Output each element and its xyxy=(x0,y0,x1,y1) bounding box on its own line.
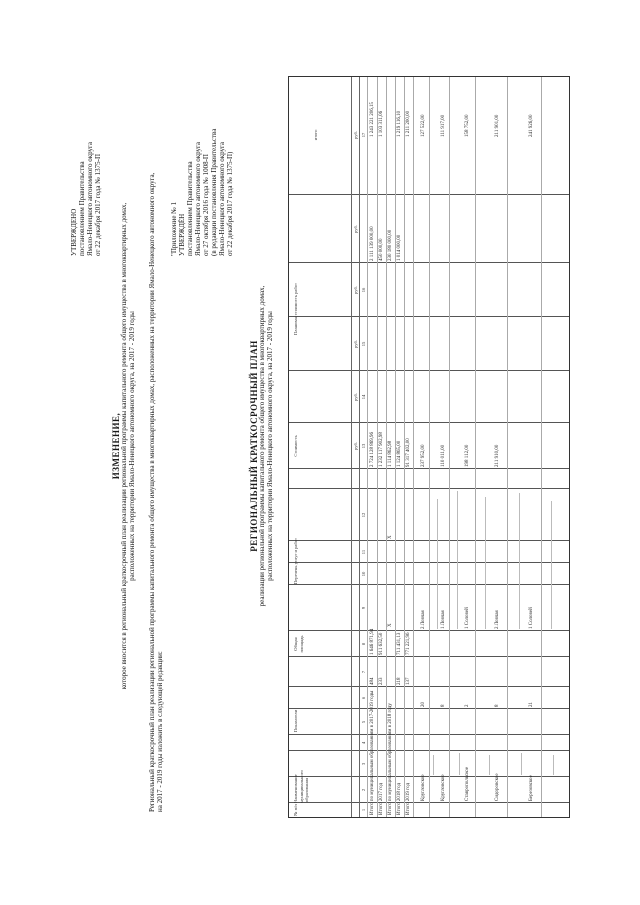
row-value: 2 xyxy=(465,704,470,707)
col-header-planned: Плановая стоимость работ xyxy=(293,282,298,336)
col-number: 16 xyxy=(361,287,366,293)
row-value: 1 103 311,06 xyxy=(379,110,384,137)
approval-line: УТВЕРЖДЕНО xyxy=(70,208,78,256)
row-value: 8 xyxy=(495,704,500,707)
appendix-line: постановлением Правительства xyxy=(186,161,194,256)
row-value: 211 901,00 xyxy=(495,114,500,137)
col-number: 17 xyxy=(361,132,366,138)
row-value: 110 011,00 xyxy=(441,444,446,467)
row-value: 2 111 139 000,00 xyxy=(370,226,375,261)
row-value: 1 014 000,00 xyxy=(397,234,402,261)
row-value: 2 Ловчая xyxy=(421,610,426,629)
col-number: 6 xyxy=(361,696,366,700)
change-line: которое вносится в региональный краткосрочный план реализации региональной программы капитального ремонта общего имущества в многоквартирных домах, xyxy=(120,202,128,690)
unit-label: руб. xyxy=(353,442,358,450)
row-label: Итого по муниципальным образованиям в 2017-2019 годы xyxy=(370,690,375,815)
appendix-line: Ямало-Ненецкого автономного округа xyxy=(194,141,202,256)
col-number: 15 xyxy=(361,341,366,347)
col-header-area: Общая площадь xyxy=(293,635,304,653)
col-number: 12 xyxy=(361,512,366,518)
rotated-document xyxy=(60,66,580,826)
row-value: 1 Соловей xyxy=(529,607,534,629)
col-header-total: итого xyxy=(313,129,318,141)
row-label: Итого 2018 год xyxy=(397,783,402,815)
unit-label: руб. xyxy=(353,393,358,401)
col-number: 11 xyxy=(361,549,366,555)
row-value: X xyxy=(388,535,393,539)
approval-block xyxy=(70,142,102,256)
row-value: 111 917,00 xyxy=(441,114,446,137)
row-value: 20 xyxy=(421,702,426,707)
change-title: ИЗМЕНЕНИЕ, xyxy=(111,412,121,480)
row-value: 8 xyxy=(441,704,446,707)
col-header-cost: Стоимость xyxy=(293,435,298,457)
col-number: 4 xyxy=(361,741,366,745)
row-value: 1 219 116,10 xyxy=(397,110,402,137)
col-number: 9 xyxy=(361,606,366,610)
row-value: 211 910,00 xyxy=(495,444,500,467)
unit-label: руб. xyxy=(353,286,358,294)
row-value: 233 xyxy=(379,677,384,685)
plan-heading xyxy=(250,126,274,766)
row-value: 158 752,00 xyxy=(465,114,470,137)
row-value: 127 522,00 xyxy=(421,114,426,137)
row-label: Итого 2019 год xyxy=(406,783,411,815)
row-value: 1 Ловчая xyxy=(441,610,446,629)
row-label: Итого по муниципальным образованиям в 2018 году xyxy=(388,703,393,815)
row-value: 484 xyxy=(370,677,375,685)
appendix-line: Ямало-Ненецкого автономного округа xyxy=(218,141,226,256)
appendix-line: (в редакции постановления Правительства xyxy=(210,128,218,256)
row-value: 1 646 871,94 xyxy=(370,628,375,655)
appendix-line: от 22 декабря 2017 года № 1375-П) xyxy=(226,151,234,256)
row-value: 1 114 862,98 xyxy=(388,440,393,467)
intro-paragraph xyxy=(148,173,164,812)
row-label: Ставропольское xyxy=(465,766,470,801)
row-value: 198 112,00 xyxy=(465,444,470,467)
row-value: 237 952,00 xyxy=(421,444,426,467)
row-value: 1 232 117 902,98 xyxy=(379,432,384,467)
row-value: 241 926,00 xyxy=(529,114,534,137)
col-number: 7 xyxy=(361,670,366,674)
col-number: 13 xyxy=(361,443,366,449)
intro-line: Региональный краткосрочный план реализации региональной программы капитального ремонта общего имущества в многоквартирных домах, расположенных на территории Ямало-Ненецкого автономного округа, xyxy=(148,172,156,812)
col-number: 5 xyxy=(361,720,366,724)
plan-line: реализации региональной программы капитального ремонта общего имущества в многоквартирных домах, xyxy=(258,285,266,607)
unit-label: руб. xyxy=(353,131,358,139)
col-number: 10 xyxy=(361,571,366,577)
col-number: 8 xyxy=(361,642,366,646)
appendix-line: "Приложение № 1 xyxy=(170,201,178,256)
row-value: 218 xyxy=(397,677,402,685)
unit-label: руб. xyxy=(353,225,358,233)
col-number: 3 xyxy=(361,762,366,766)
row-value: 230 180 000,00 xyxy=(388,229,393,261)
col-header-works: Перечень услуг и работ xyxy=(293,537,298,585)
row-value: 711 431,13 xyxy=(397,632,402,655)
row-value: 1 211 200,00 xyxy=(406,110,411,137)
approval-line: Ямало-Ненецкого автономного округа xyxy=(86,141,94,256)
change-line: расположенных на территории Ямало-Ненецкого автономного округа, на 2017 - 2019 годы xyxy=(128,311,136,581)
row-value: 450 000,00 xyxy=(379,238,384,261)
row-label: Кругловское xyxy=(441,774,446,801)
intro-line: на 2017 - 2019 годы изложить в следующей редакции: xyxy=(156,651,164,812)
plan-line: расположенных на территории Ямало-Ненецкого автономного округа, на 2017 - 2019 годы xyxy=(266,311,274,581)
change-heading xyxy=(112,126,136,766)
row-label: Сидоровское xyxy=(495,773,500,801)
row-value: 1 243 221 206,15 xyxy=(370,102,375,137)
col-number: 2 xyxy=(361,788,366,792)
row-label: Кругловское xyxy=(421,774,426,801)
appendix-line: от 27 октября 2016 года № 1008-П xyxy=(202,154,210,256)
col-number: 1 xyxy=(361,808,366,812)
col-header-number: № п/п xyxy=(293,804,298,816)
row-value: 2 Ловчая xyxy=(495,610,500,629)
approval-line: постановлением Правительства xyxy=(78,161,86,256)
approval-line: от 22 декабря 2017 года № 1375-П xyxy=(94,153,102,256)
row-value: 911 632,50 xyxy=(379,632,384,655)
row-value: 1 124 865,00 xyxy=(397,440,402,467)
row-value: 1 Соловей xyxy=(465,607,470,629)
row-label: Итого 2017 год xyxy=(379,783,384,815)
row-value: 2 724 128 869,96 xyxy=(370,432,375,467)
plan-table xyxy=(288,76,570,818)
row-value: 91 317 402,00 xyxy=(406,438,411,467)
plan-title: РЕГИОНАЛЬНЫЙ КРАТКОСРОЧНЫЙ ПЛАН xyxy=(249,340,259,552)
col-header-indicators: Показатели xyxy=(293,709,298,733)
row-value: 771 221,96 xyxy=(406,632,411,655)
unit-label: руб. xyxy=(353,340,358,348)
row-label: Березовское xyxy=(529,775,534,801)
appendix-block xyxy=(170,129,234,256)
row-value: 21 xyxy=(529,702,534,707)
row-value: 137 xyxy=(406,677,411,685)
col-number: 14 xyxy=(361,394,366,400)
row-value: X xyxy=(388,623,393,627)
col-header-municipality: Наименование муниципального образования xyxy=(293,770,309,803)
appendix-line: УТВЕРЖДЁН xyxy=(178,213,186,256)
